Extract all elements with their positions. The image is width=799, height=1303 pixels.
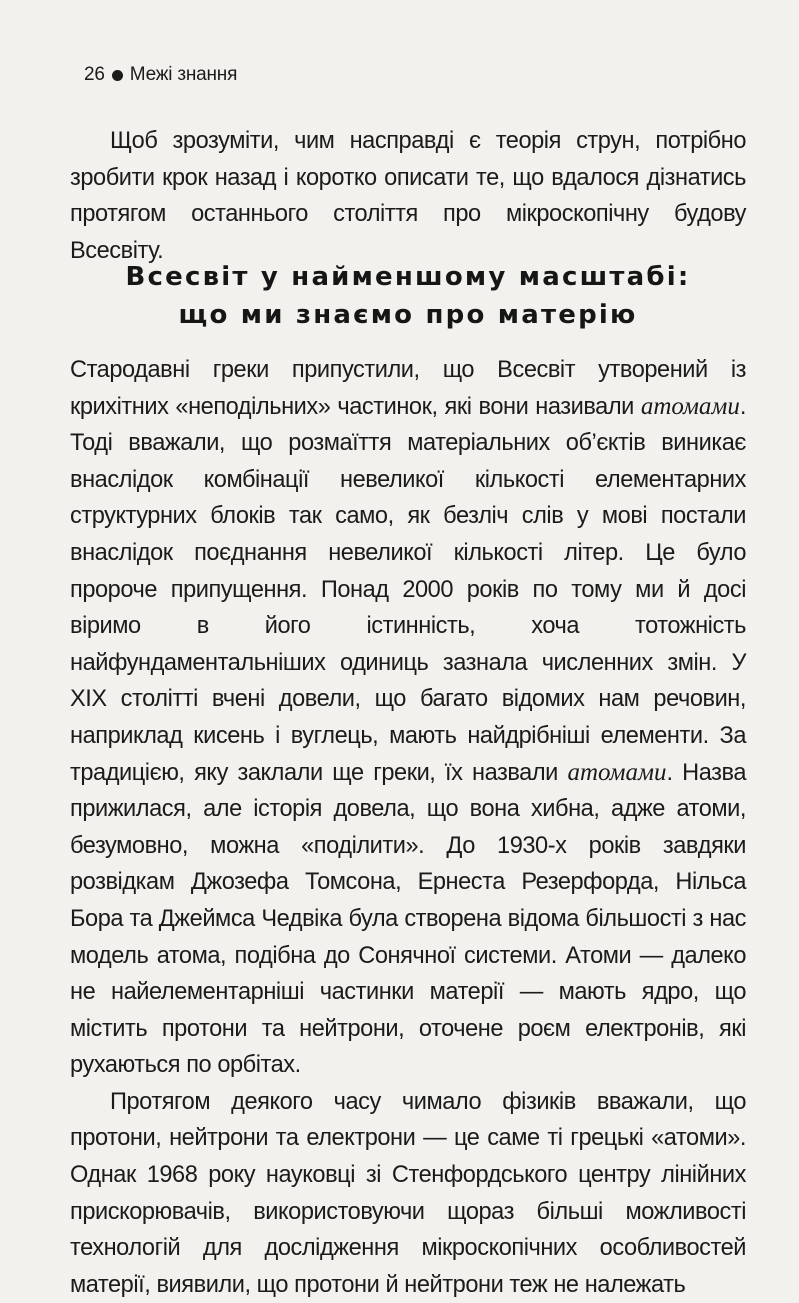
section-heading-line-1: Всесвіт у найменшому масштабі: xyxy=(125,262,691,292)
paragraph-text: . Назва прижилася, але історія довела, що вона хибна, адже атоми, безумовно, можна «поділити». До 1930-х років завдяки розвідкам Джозефа Томсона, Ернеста Резерфорда, Нільса Бора та Джеймса Чедвіка була створена відома більшості з нас модель атома, подібна до Сонячної системи. Атоми — далеко не найелементарніші частинки матерії — мають ядро, що містить протони та нейтрони, оточене роєм електронів, які рухаються по орбітах. xyxy=(70,759,746,1079)
bullet-separator-icon xyxy=(112,70,123,81)
section-heading xyxy=(70,258,746,334)
italic-term: атомами xyxy=(567,758,667,786)
section-heading-line-2: що ми знаємо про матерію xyxy=(178,300,638,330)
book-title: Межі знання xyxy=(129,64,238,85)
page-number: 26 xyxy=(84,64,105,85)
paragraph-protons-neutrons: Протягом деякого часу чимало фізиків вважали, що протони, нейтрони та електрони — це саме ті грецькі «атоми». Однак 1968 року науковці зі Стенфордського центру лінійних прискорювачів, використовуючи щораз більші можливості технологій для дослідження мікроскопічних особливостей матерії, виявили, що протони й нейтрони теж не належать xyxy=(70,1088,746,1298)
paragraph-atoms-history xyxy=(70,352,746,1084)
running-head xyxy=(84,64,237,86)
intro-text xyxy=(70,123,746,269)
italic-term: атомами xyxy=(640,392,740,420)
paragraph-text: . Тоді вважали, що розмаїття матеріальних об’єктів виникає внаслідок комбінації невеликої кількості елементарних структурних блоків так само, як безліч слів у мові постали внаслідок поєднання невеликої кількості літер. Це було пророче припущення. Понад 2000 років по тому ми й досі віримо в його істинність, хоча тотожність найфундаментальніших одиниць зазнала численних змін. У XIX столітті вчені довели, що багато відомих нам речовин, наприклад кисень і вуглець, мають найдрібніші елементи. За традицією, яку заклали ще греки, їх назвали xyxy=(70,393,746,786)
intro-paragraph: Щоб зрозуміти, чим насправді є теорія струн, потрібно зробити крок назад і коротко описати те, що вдалося дізнатись протягом останнього століття про мікроскопічну будову Всесвіту. xyxy=(70,128,746,264)
paragraph-text: Стародавні греки припустили, що Всесвіт утворений із крихітних «неподільних» частинок, які вони називали xyxy=(70,357,746,420)
main-text xyxy=(70,352,746,1303)
